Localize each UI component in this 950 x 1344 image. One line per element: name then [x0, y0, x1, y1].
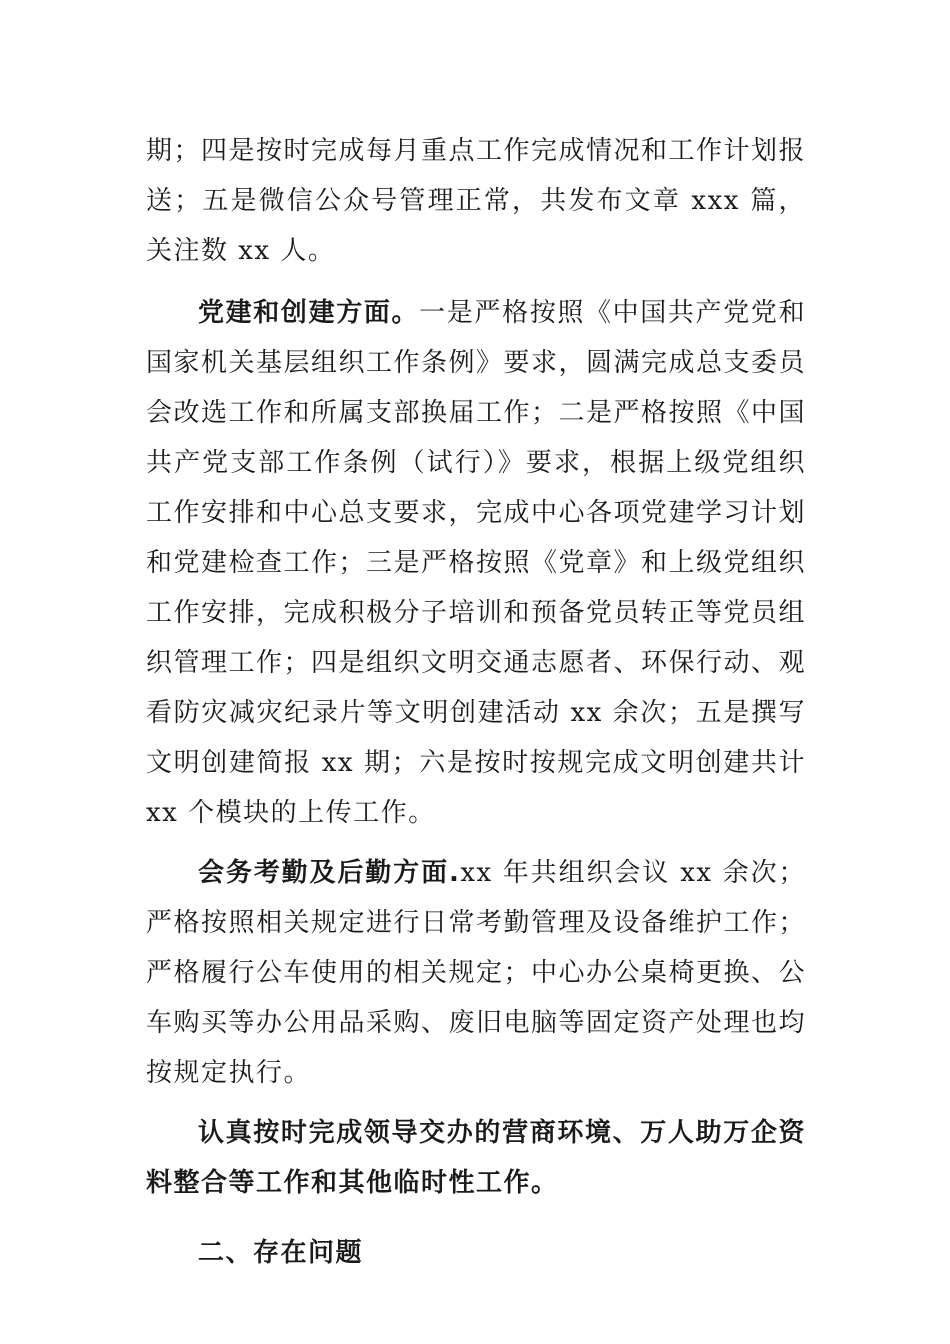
paragraph-logistics — [146, 848, 806, 1098]
paragraph-other-tasks: 认真按时完成领导交办的营商环境、万人助万企资料整合等工作和其他临时性工作。 — [146, 1118, 806, 1198]
document-body — [146, 126, 806, 1278]
section-heading: 二、存在问题 — [198, 1238, 364, 1268]
paragraph-party-building — [146, 288, 806, 838]
paragraph-continuation: 期；四是按时完成每月重点工作完成情况和工作计划报送；五是微信公众号管理正常，共发布文章 xxx 篇，关注数 xx 人。 — [146, 136, 807, 266]
paragraph-text: 一是严格按照《中国共产党党和国家机关基层组织工作条例》要求，圆满完成总支委员会改选工作和所属支部换届工作；二是严格按照《中国共产党支部工作条例（试行）》要求，根据上级党组织工作安排和中心总支要求，完成中心各项党建学习计划和党建检查工作；三是严格按照《党章》和上级党组织工作安排，完成积极分子培训和预备党员转正等党员组织管理工作；四是组织文明交通志愿者、环保行动、观看防灾减灾纪录片等文明创建活动 xx 余次；五是撰写文明创建简报 xx 期；六是按时按规完成文明创建共计 xx 个模块的上传工作。 — [146, 298, 807, 828]
paragraph-lead: 党建和创建方面。 — [198, 298, 420, 328]
paragraph-text: xx 年共组织会议 xx 余次；严格按照相关规定进行日常考勤管理及设备维护工作；严格履行公车使用的相关规定；中心办公桌椅更换、公车购买等办公用品采购、废旧电脑等固定资产处理也均按规定执行。 — [146, 858, 807, 1088]
paragraph-lead: 会务考勤及后勤方面. — [198, 858, 461, 888]
